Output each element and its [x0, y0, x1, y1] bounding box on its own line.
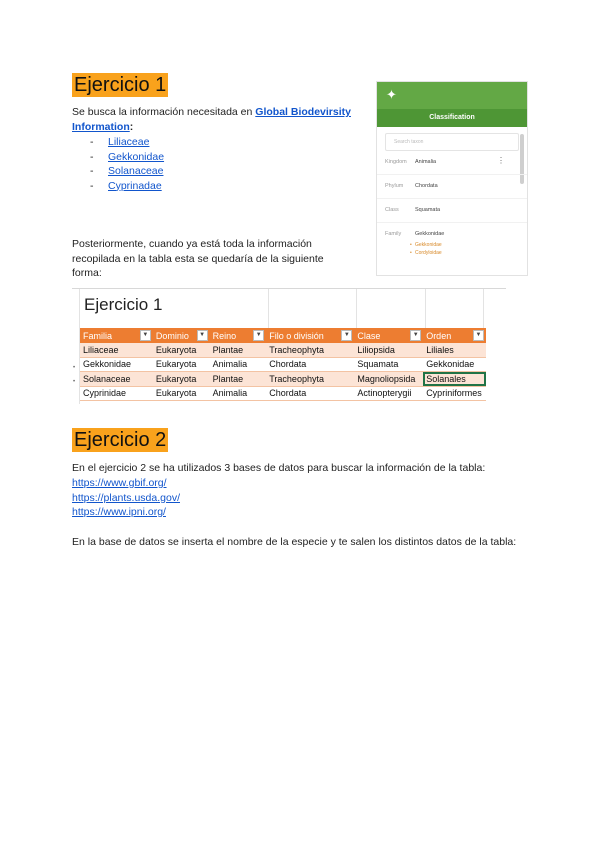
list-item: - Cyprinadae [90, 179, 162, 192]
table-cell[interactable]: Gekkonidae [423, 357, 486, 372]
classification-table [80, 328, 486, 401]
table-cell[interactable]: Liliaceae [80, 343, 153, 357]
ej1-intro [72, 105, 372, 134]
column-header[interactable]: Familia ▼ [80, 328, 153, 343]
table-row [80, 357, 486, 372]
table-cell[interactable]: Gekkonidae [80, 357, 153, 372]
table-cell[interactable]: Eukaryota [153, 372, 210, 387]
table-cell[interactable]: Squamata [354, 357, 423, 372]
selected-cell[interactable]: Solanales [423, 372, 486, 387]
gbif-url-link[interactable]: https://www.gbif.org/ [72, 477, 167, 489]
rank-value: Squamata [415, 207, 441, 213]
table-cell[interactable]: Cyprinidae [80, 386, 153, 401]
subtaxon-label: Cordyloidae [415, 250, 442, 256]
ej1-intro-colon: : [129, 120, 134, 133]
more-options-icon[interactable]: ⋮ [497, 156, 505, 165]
filter-dropdown-icon[interactable]: ▼ [140, 330, 151, 341]
table-cell[interactable]: Animalia [210, 386, 267, 401]
table-cell[interactable]: Animalia [210, 357, 267, 372]
table-cell[interactable]: Solanaceae [80, 372, 153, 387]
ejercicio-1-heading: Ejercicio 1 [74, 74, 167, 96]
ejercicio-2-heading: Ejercicio 2 [74, 429, 167, 451]
classification-row[interactable] [377, 175, 527, 199]
rank-label: Phylum [385, 183, 404, 189]
gbif-link[interactable]: Global Biodevirsity Information [72, 106, 351, 133]
table-row [80, 372, 486, 387]
table-cell[interactable]: Eukaryota [153, 386, 210, 401]
filter-dropdown-icon[interactable]: ▼ [410, 330, 421, 341]
list-item: - Gekkonidae [90, 150, 165, 163]
ej2-intro: En el ejercicio 2 se ha utilizados 3 bases de datos para buscar la información de la tabla: [72, 462, 486, 474]
table-cell[interactable]: Liliales [423, 343, 486, 357]
table-cell[interactable]: Tracheophyta [266, 343, 354, 357]
classification-bar: Classification [377, 109, 527, 127]
filter-dropdown-icon[interactable]: ▼ [341, 330, 352, 341]
panel-topbar [377, 82, 527, 109]
table-cell[interactable]: Cypriniformes [423, 386, 486, 401]
table-cell[interactable]: Chordata [266, 357, 354, 372]
table-row [80, 386, 486, 401]
rank-label: Kingdom [385, 159, 407, 165]
table-cell[interactable]: Magnoliopsida [354, 372, 423, 387]
rank-value: Chordata [415, 183, 438, 189]
filter-dropdown-icon[interactable]: ▼ [473, 330, 484, 341]
family-link[interactable]: Gekkonidae [108, 150, 165, 163]
classification-row[interactable] [377, 199, 527, 223]
family-link[interactable]: Cyprinadae [108, 179, 162, 192]
rank-value: Animalia [415, 159, 437, 165]
filter-dropdown-icon[interactable]: ▼ [253, 330, 264, 341]
family-list [72, 135, 272, 193]
subtaxon-item[interactable]: • Gekkonidae [410, 242, 442, 248]
classification-panel [376, 81, 528, 276]
gbif-logo-icon: ✦ [386, 87, 397, 102]
table-cell[interactable]: Eukaryota [153, 357, 210, 372]
subtaxon-item[interactable]: • Cordyloidae [410, 250, 442, 256]
ej2-links [72, 476, 180, 520]
sheet-title: Ejercicio 1 [84, 295, 163, 314]
ipni-url-link[interactable]: https://www.ipni.org/ [72, 506, 166, 518]
table-cell[interactable]: Liliopsida [354, 343, 423, 357]
classification-row[interactable] [377, 151, 527, 175]
column-header[interactable]: Clase ▼ [354, 328, 423, 343]
ej2-closing: En la base de datos se inserta el nombre de la especie y te salen los distintos datos de la tabla: [72, 536, 517, 548]
taxon-search-input[interactable]: Search taxon [385, 133, 519, 151]
column-header[interactable]: Dominio ▼ [153, 328, 210, 343]
subtaxon-label: Gekkonidae [415, 242, 442, 248]
table-cell[interactable]: Chordata [266, 386, 354, 401]
list-item: - Liliaceae [90, 136, 150, 148]
rank-label: Family [385, 231, 402, 237]
classification-row[interactable] [377, 223, 527, 241]
table-row [80, 343, 486, 357]
filter-dropdown-icon[interactable]: ▼ [197, 330, 208, 341]
column-header[interactable]: Filo o división ▼ [266, 328, 354, 343]
column-header[interactable]: Orden ▼ [423, 328, 486, 343]
rank-value: Gekkonidae [415, 231, 445, 237]
rank-label: Class [385, 207, 399, 213]
table-cell[interactable]: Plantae [210, 343, 267, 357]
family-link[interactable]: Liliaceae [108, 136, 150, 148]
table-cell[interactable]: Actinopterygii [354, 386, 423, 401]
usda-url-link[interactable]: https://plants.usda.gov/ [72, 491, 180, 504]
table-cell[interactable]: Eukaryota [153, 343, 210, 357]
ej1-intro-text: Se busca la información necesitada en [72, 106, 256, 118]
family-link[interactable]: Solanaceae [108, 165, 164, 177]
column-header[interactable]: Reino ▼ [210, 328, 267, 343]
table-cell[interactable]: Plantae [210, 372, 267, 387]
list-item: - Solanaceae [90, 165, 164, 177]
table-cell[interactable]: Tracheophyta [266, 372, 354, 387]
ej1-posterior-text: Posteriormente, cuando ya está toda la información recopilada en la tabla esta se quedaría de la siguiente forma: [72, 238, 324, 279]
